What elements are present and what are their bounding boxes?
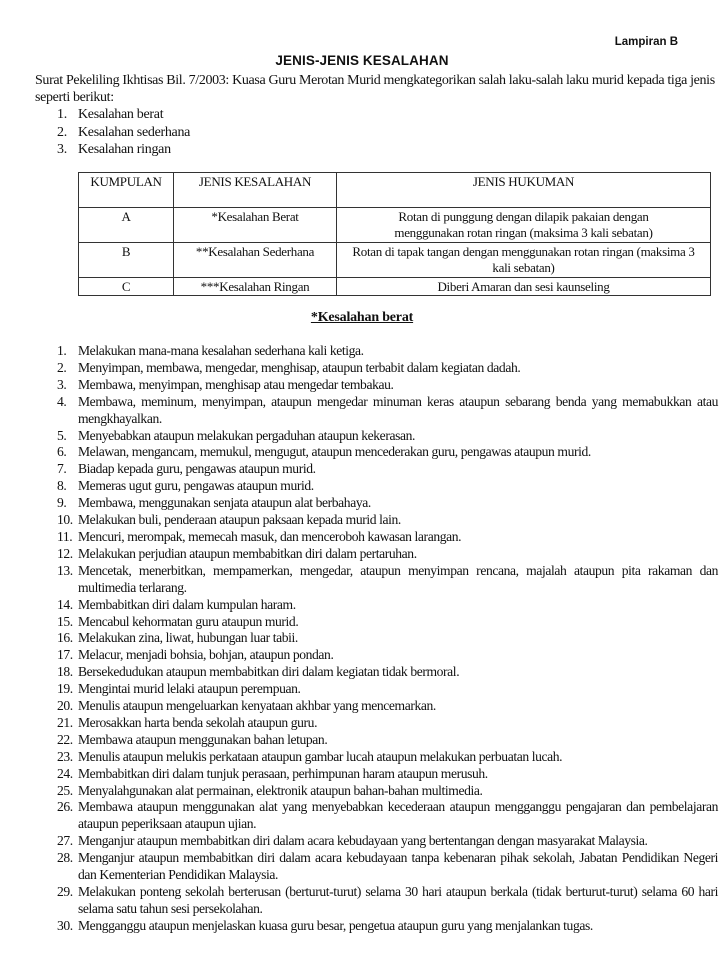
list-item xyxy=(57,360,718,377)
category-item xyxy=(57,124,190,142)
table-row xyxy=(79,243,711,278)
list-item xyxy=(57,664,718,681)
item-text: Menganjur ataupun membabitkan diri dalam acara kebudayaan tanpa kebenaran pihak sekolah, Jabatan Pendidikan Negeri dan Kementerian Pendidikan Malaysia. xyxy=(78,850,718,883)
item-text: Menyalahgunakan alat permainan, elektronik ataupun bahan-bahan multimedia. xyxy=(78,782,483,798)
item-number: 20. xyxy=(57,698,73,714)
list-item xyxy=(57,563,718,597)
category-label: Kesalahan ringan xyxy=(78,142,171,157)
category-item xyxy=(57,106,190,124)
item-number: 12. xyxy=(57,545,73,561)
category-list xyxy=(57,106,190,159)
list-item xyxy=(57,698,718,715)
item-text: Mencuri, merompak, memecah masuk, dan menceroboh kawasan larangan. xyxy=(78,528,462,544)
item-number: 21. xyxy=(57,714,73,730)
item-number: 17. xyxy=(57,647,73,663)
item-text: Bersekedudukan ataupun membabitkan diri dalam kegiatan tidak bermoral. xyxy=(78,664,460,680)
section-heading: *Kesalahan berat xyxy=(310,310,414,325)
item-text: Membawa ataupun menggunakan alat yang menyebabkan kecederaan ataupun mengganggu pengajaran dan pembelajaran ataupun peperiksaan ataupun ujian. xyxy=(78,799,718,832)
item-number: 15. xyxy=(57,613,73,629)
table-row xyxy=(79,278,711,296)
item-text: Mencetak, menerbitkan, mempamerkan, mengedar, ataupun menyimpan rencana, majalah ataupun pita rakaman dan multimedia terlarang. xyxy=(78,562,718,595)
list-item xyxy=(57,850,718,884)
category-item xyxy=(57,141,190,159)
item-text: Melakukan mana-mana kesalahan sederhana kali ketiga. xyxy=(78,343,364,358)
list-item xyxy=(57,614,718,631)
item-text: Melakukan zina, liwat, hubungan luar tabii. xyxy=(78,630,298,646)
list-item xyxy=(57,495,718,512)
item-text: Mengintai murid lelaki ataupun perempuan. xyxy=(78,681,301,697)
item-number: 26. xyxy=(57,799,73,815)
list-item xyxy=(57,884,718,918)
punishment-table xyxy=(78,172,711,296)
item-number: 1. xyxy=(57,343,67,358)
item-number: 28. xyxy=(57,850,73,866)
item-number: 25. xyxy=(57,782,73,798)
item-text: Merosakkan harta benda sekolah ataupun guru. xyxy=(78,714,318,730)
list-item xyxy=(57,833,718,850)
list-item xyxy=(57,394,718,428)
category-number: 2. xyxy=(57,124,67,140)
list-item xyxy=(57,444,718,461)
list-item xyxy=(57,343,718,360)
item-text: Menulis ataupun mengeluarkan kenyataan akhbar yang mencemarkan. xyxy=(78,698,436,714)
item-number: 14. xyxy=(57,596,73,612)
item-number: 11. xyxy=(57,528,73,544)
list-item xyxy=(57,918,718,935)
cell-kesalahan: *Kesalahan Berat xyxy=(174,208,337,243)
list-item xyxy=(57,529,718,546)
list-item xyxy=(57,783,718,800)
cell-hukuman: Diberi Amaran dan sesi kaunseling xyxy=(337,278,711,296)
item-text: Menganjur ataupun membabitkan diri dalam acara kebudayaan yang bertentangan dengan masyarakat Malaysia. xyxy=(78,833,648,849)
cell-kesalahan: ***Kesalahan Ringan xyxy=(174,278,337,296)
header-jenis-kesalahan: JENIS KESALAHAN xyxy=(174,173,337,208)
cell-kesalahan: **Kesalahan Sederhana xyxy=(174,243,337,278)
category-number: 1. xyxy=(57,107,67,122)
item-number: 24. xyxy=(57,765,73,781)
item-text: Membabitkan diri dalam kumpulan haram. xyxy=(78,596,296,612)
item-number: 6. xyxy=(57,444,67,460)
list-item xyxy=(57,647,718,664)
list-item xyxy=(57,732,718,749)
item-text: Mencabul kehormatan guru ataupun murid. xyxy=(78,613,299,629)
item-number: 19. xyxy=(57,681,73,697)
list-item xyxy=(57,546,718,563)
item-number: 7. xyxy=(57,461,67,477)
table-row xyxy=(79,208,711,243)
item-number: 3. xyxy=(57,376,67,392)
item-number: 13. xyxy=(57,562,73,578)
list-item xyxy=(57,749,718,766)
item-text: Membabitkan diri dalam tunjuk perasaan, perhimpunan haram ataupun merusuh. xyxy=(78,765,488,781)
item-number: 27. xyxy=(57,833,73,849)
item-text: Memeras ugut guru, pengawas ataupun murid. xyxy=(78,478,314,494)
item-number: 8. xyxy=(57,478,67,494)
category-number: 3. xyxy=(57,142,67,157)
category-label: Kesalahan berat xyxy=(78,107,164,122)
item-text: Melakukan ponteng sekolah berterusan (berturut-turut) selama 30 hari ataupun berkala (tidak berturut-turut) selama 60 hari selama satu tahun sesi persekolahan. xyxy=(78,884,718,916)
header-kumpulan: KUMPULAN xyxy=(79,173,174,208)
item-text: Melakukan perjudian ataupun membabitkan diri dalam pertaruhan. xyxy=(78,545,417,561)
item-number: 29. xyxy=(57,884,73,899)
cell-hukuman: Rotan di punggung dengan dilapik pakaian dengan menggunakan rotan ringan (maksima 3 kali sebatan) xyxy=(337,208,711,243)
item-text: Melawan, mengancam, memukul, mengugut, ataupun mencederakan guru, pengawas ataupun murid. xyxy=(78,444,591,460)
item-number: 5. xyxy=(57,427,67,443)
item-text: Menulis ataupun melukis perkataan ataupun gambar lucah ataupun melakukan perbuatan lucah. xyxy=(78,748,563,764)
item-text: Melacur, menjadi bohsia, bohjan, ataupun pondan. xyxy=(78,647,334,663)
item-number: 30. xyxy=(57,917,73,933)
item-number: 10. xyxy=(57,512,73,528)
list-item xyxy=(57,512,718,529)
header-jenis-hukuman: JENIS HUKUMAN xyxy=(337,173,711,208)
list-item xyxy=(57,377,718,394)
item-number: 23. xyxy=(57,748,73,764)
page-title: JENIS-JENIS KESALAHAN xyxy=(275,53,449,68)
item-number: 9. xyxy=(57,495,67,511)
cell-kumpulan: A xyxy=(79,208,174,243)
list-item xyxy=(57,681,718,698)
appendix-label: Lampiran B xyxy=(614,36,678,48)
list-item xyxy=(57,478,718,495)
item-number: 18. xyxy=(57,664,73,680)
list-item xyxy=(57,630,718,647)
item-number: 4. xyxy=(57,393,67,409)
item-text: Melakukan buli, penderaan ataupun paksaan kepada murid lain. xyxy=(78,512,401,528)
list-item xyxy=(57,597,718,614)
cell-kumpulan: B xyxy=(79,243,174,278)
list-item xyxy=(57,766,718,783)
item-text: Membawa, menyimpan, menghisap atau mengedar tembakau. xyxy=(78,376,394,392)
item-text: Membawa, menggunakan senjata ataupun alat berbahaya. xyxy=(78,495,371,511)
category-label: Kesalahan sederhana xyxy=(78,124,191,140)
item-text: Menyebabkan ataupun melakukan pergaduhan ataupun kekerasan. xyxy=(78,427,415,443)
list-item xyxy=(57,715,718,732)
item-text: Membawa, meminum, menyimpan, ataupun mengedar minuman keras ataupun sebarang benda yang memabukkan atau mengkhayalkan. xyxy=(78,393,718,426)
list-item xyxy=(57,461,718,478)
item-text: Membawa ataupun menggunakan bahan letupan. xyxy=(78,731,328,747)
item-text: Menyimpan, membawa, mengedar, menghisap, ataupun terbabit dalam kegiatan dadah. xyxy=(78,359,521,375)
cell-hukuman: Rotan di tapak tangan dengan menggunakan rotan ringan (maksima 3 kali sebatan) xyxy=(337,243,711,278)
list-item xyxy=(57,428,718,445)
item-number: 2. xyxy=(57,359,67,375)
cell-kumpulan: C xyxy=(79,278,174,296)
intro-paragraph: Surat Pekeliling Ikhtisas Bil. 7/2003: Kuasa Guru Merotan Murid mengkategorikan salah laku-salah laku murid kepada tiga jenis seperti berikut: xyxy=(35,73,715,105)
item-text: Mengganggu ataupun menjelaskan kuasa guru besar, pengetua ataupun guru yang menjalankan tugas. xyxy=(78,917,593,933)
item-number: 22. xyxy=(57,731,73,747)
table-header-row xyxy=(79,173,711,208)
list-item xyxy=(57,799,718,833)
item-number: 16. xyxy=(57,630,73,646)
offence-list xyxy=(57,343,718,935)
item-text: Biadap kepada guru, pengawas ataupun murid. xyxy=(78,461,316,477)
